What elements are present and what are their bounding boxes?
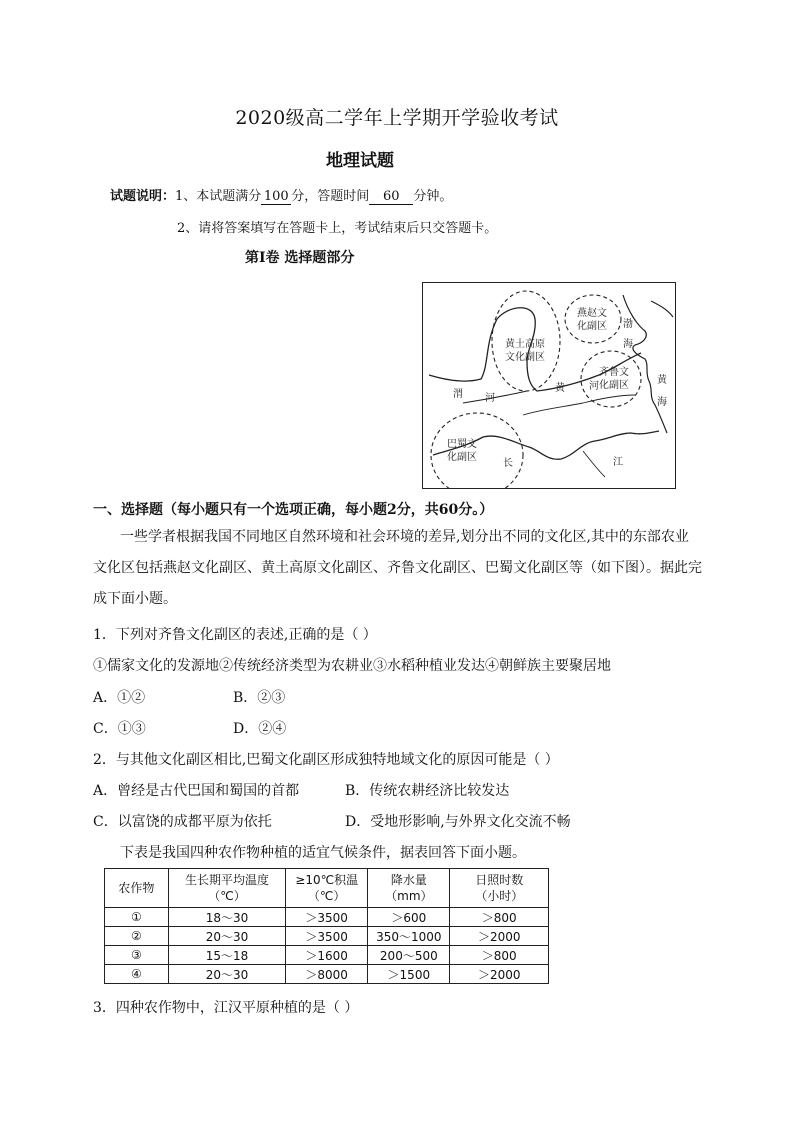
question-2-stem: 2．与其他文化副区相比,巴蜀文化副区形成独特地域文化的原因可能是（ ）: [93, 752, 559, 768]
header-precip-text: 降水量: [390, 873, 427, 887]
table-cell: 15～18: [168, 946, 285, 965]
yanzhao-label-2: 化副区: [577, 321, 607, 332]
table-cell: ＞3500: [286, 908, 368, 927]
instruction-line-1: [110, 185, 452, 205]
yanzhao-label-1: 燕赵文: [577, 308, 607, 319]
header-accum-temp: [286, 869, 368, 908]
huai-river: [523, 395, 635, 415]
table-cell: 18～30: [168, 908, 285, 927]
question-1-option-a: A．①②: [93, 690, 146, 706]
table-intro: 下表是我国四种农作物种植的适宜气候条件，据表回答下面小题。: [120, 845, 526, 861]
header-sunshine: [450, 869, 549, 908]
question-1-stem: 1．下列对齐鲁文化副区的表述,正确的是（ ）: [93, 627, 377, 643]
wei-river: [463, 391, 527, 403]
table-cell: ④: [105, 965, 169, 984]
table-cell: ＞3500: [286, 927, 368, 946]
header-sun-text: 日照时数: [475, 873, 524, 887]
table-cell: ＞2000: [450, 927, 549, 946]
exam-subject: 地理试题: [326, 151, 394, 171]
question-2-option-b: B．传统农耕经济比较发达: [345, 783, 510, 799]
header-temp-unit: （℃）: [208, 889, 246, 903]
table-row: [105, 927, 549, 946]
header-accum-unit: （℃）: [307, 889, 346, 903]
question-1-option-d: D．②④: [233, 721, 287, 737]
bohai-label-1: 渤: [623, 319, 633, 330]
table-cell: ③: [105, 946, 169, 965]
table-cell: ＞1500: [368, 965, 450, 984]
question-2-option-a: A．曾经是古代巴国和蜀国的首都: [93, 783, 300, 799]
instruction-line-2: 2、请将答案填写在答题卡上，考试结束后只交答题卡。: [177, 221, 498, 236]
instruction1-suffix: 分钟。: [413, 189, 453, 204]
huangtu-label-1: 黄土高原: [505, 339, 545, 350]
table-cell: 20～30: [168, 927, 285, 946]
bohai-label-2: 海: [623, 339, 633, 350]
time-value: 60: [369, 190, 413, 205]
table-cell: ＞1600: [286, 946, 368, 965]
table-cell: ＞800: [450, 946, 549, 965]
chang-label: 长: [503, 458, 513, 469]
intro-line-1: 一些学者根据我国不同地区自然环境和社会环境的差异,划分出不同的文化区,其中的东部农业: [120, 529, 689, 545]
exam-title: 2020级高二学年上学期开学验收考试: [235, 107, 559, 129]
coastline: [623, 295, 667, 433]
header-temp-text: 生长期平均温度: [185, 873, 270, 887]
header-temp: [168, 869, 285, 908]
wei-label: 渭: [453, 389, 463, 400]
table-cell: 200～500: [368, 946, 450, 965]
tributary: [583, 451, 605, 477]
header-crop-text: 农作物: [118, 881, 155, 895]
question-1-statements: ①儒家文化的发源地②传统经济类型为农耕业③水稻种植业发达④朝鲜族主要聚居地: [93, 658, 611, 674]
bashu-region-circle: [431, 413, 523, 488]
table-cell: ＞800: [450, 908, 549, 927]
qilu-label-1: 齐鲁文: [599, 367, 629, 378]
yellow-sea-label-2: 海: [657, 397, 667, 408]
table-header-row: [105, 869, 549, 908]
yanzhao-region-circle: [565, 295, 621, 343]
table-cell: ＞600: [368, 908, 450, 927]
table-cell: ①: [105, 908, 169, 927]
table-row: [105, 946, 549, 965]
question-1-option-b: B．②③: [233, 690, 286, 706]
question-2-option-c: C．以富饶的成都平原为依托: [93, 814, 272, 830]
header-precip: [368, 869, 450, 908]
yellow-sea-label-1: 黄: [657, 375, 667, 386]
intro-line-2: 文化区包括燕赵文化副区、黄土高原文化副区、齐鲁文化副区、巴蜀文化副区等（如下图）。据此完: [93, 560, 702, 576]
question-3-stem: 3．四种农作物中，江汉平原种植的是（ ）: [93, 1000, 359, 1016]
table-cell: ＞2000: [450, 965, 549, 984]
table-cell: ②: [105, 927, 169, 946]
bashu-label-2: 化副区: [447, 452, 477, 463]
jiang-label: 江: [613, 457, 623, 468]
table-cell: ＞8000: [286, 965, 368, 984]
instruction1-prefix: 1、本试题满分: [175, 189, 262, 204]
culture-region-map: [422, 282, 676, 489]
table-row: [105, 965, 549, 984]
table-cell: 20～30: [168, 965, 285, 984]
bashu-label-1: 巴蜀文: [447, 439, 477, 450]
qilu-label-2: 化副区: [599, 380, 629, 391]
question-2-option-d: D．受地形影响,与外界文化交流不畅: [345, 814, 571, 830]
full-score-value: 100: [261, 190, 291, 205]
header-precip-unit: （mm）: [385, 889, 433, 903]
huangtu-label-2: 文化副区: [505, 352, 545, 363]
part-title: 第Ⅰ卷 选择题部分: [245, 250, 355, 266]
instruction1-mid: 分，答题时间: [291, 189, 370, 204]
huang-he-label: 河: [589, 381, 599, 392]
header-crop: [105, 869, 169, 908]
coastline-north: [651, 301, 673, 317]
huang-label: 黄: [555, 383, 565, 394]
header-sun-unit: （小时）: [475, 889, 524, 903]
section-heading: 一、选择题（每小题只有一个选项正确，每小题2分，共60分。）: [93, 502, 494, 518]
header-accum-text: ≥10℃积温: [295, 873, 359, 887]
question-1-option-c: C．①③: [93, 721, 146, 737]
table-row: [105, 908, 549, 927]
instructions-label: 试题说明：: [110, 189, 176, 204]
crop-climate-table: [104, 868, 549, 984]
wei-he-label: 河: [485, 393, 495, 404]
intro-line-3: 成下面小题。: [93, 591, 177, 607]
map-drawing: [423, 283, 675, 488]
table-cell: 350～1000: [368, 927, 450, 946]
